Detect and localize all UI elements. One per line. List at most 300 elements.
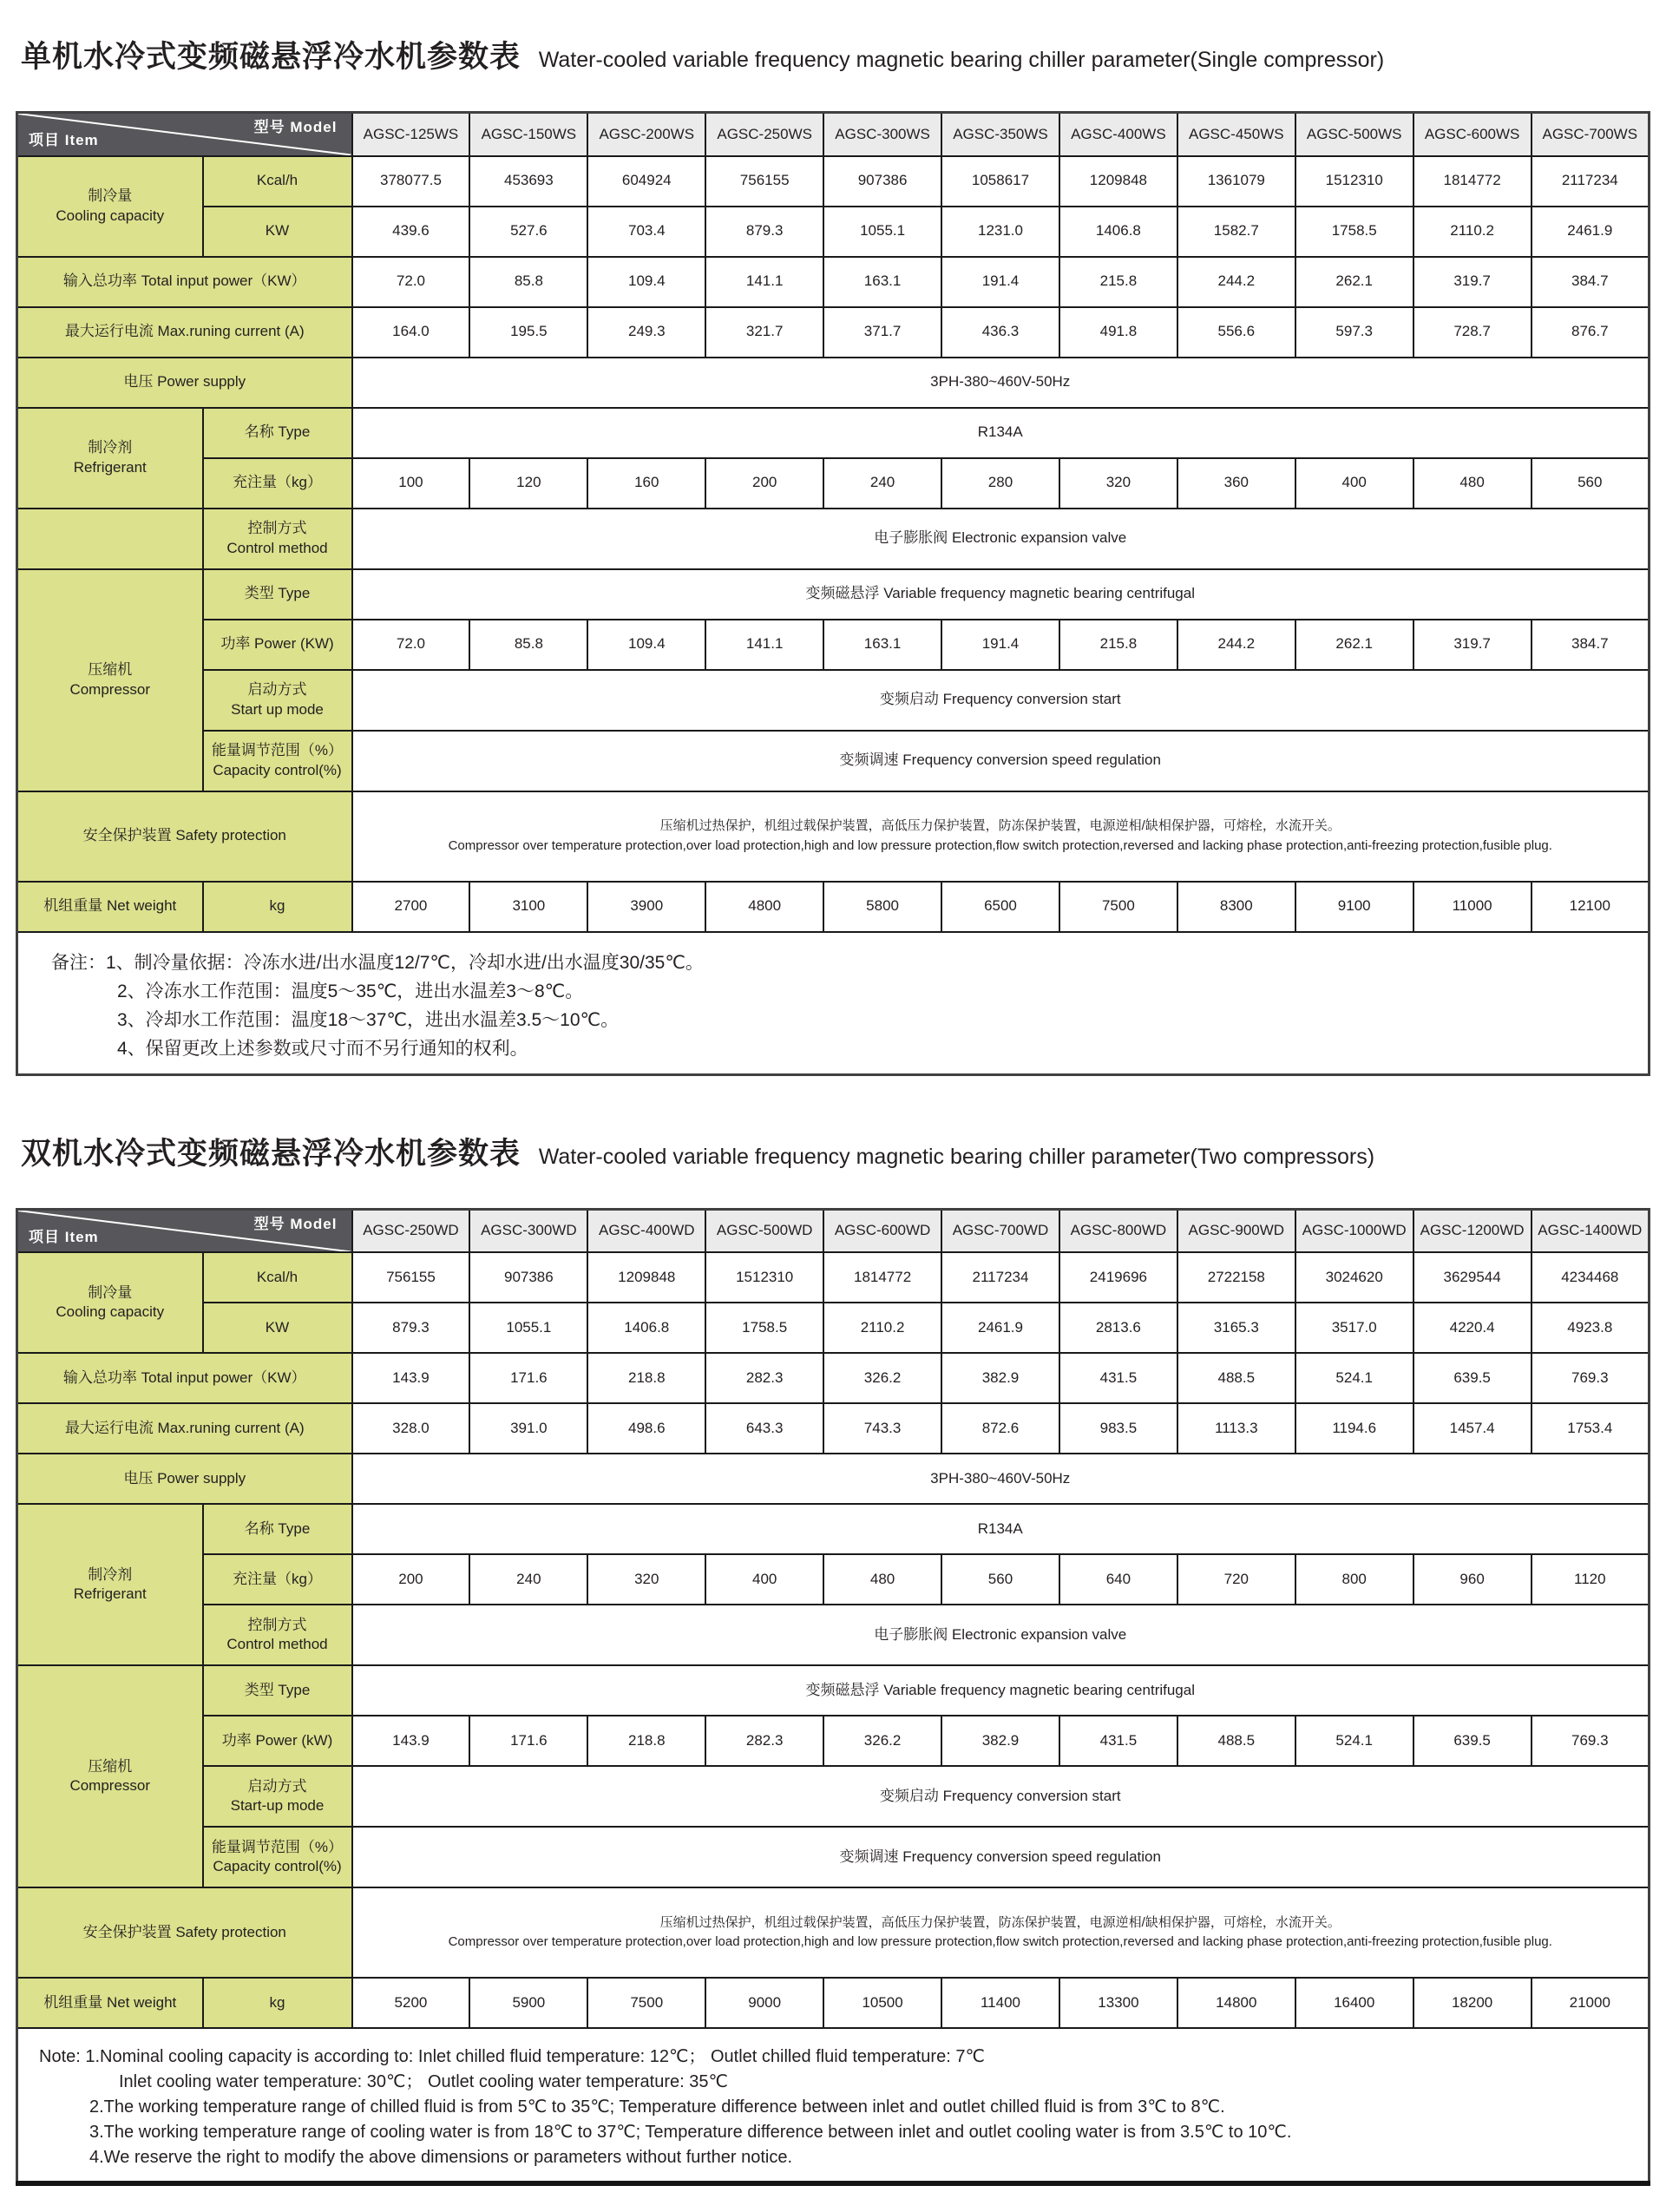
corner-model-label: 型号 Model [253,119,338,135]
data-cell: 527.6 [469,207,587,257]
data-cell: 800 [1295,1554,1413,1605]
cell-text-line: 类型 Type [244,585,311,602]
data-cell: 1406.8 [587,1303,705,1353]
cell-text-line: Refrigerant [73,458,147,476]
cell-text-line: 压缩机 [88,1757,133,1775]
data-cell: 728.7 [1413,307,1532,358]
merged-value-cell [352,731,1650,791]
data-cell: 191.4 [941,620,1059,670]
data-cell: 378077.5 [352,156,470,207]
data-cell: 11400 [941,1978,1059,2028]
cell-text-line: KW [265,1318,290,1336]
model-header-cell: AGSC-300WD [469,1209,587,1252]
page-title-2-zh: 双机水冷式变频磁悬浮冷水机参数表 [21,1136,521,1171]
data-cell: 498.6 [587,1403,705,1454]
model-header-cell: AGSC-1200WD [1413,1209,1532,1252]
two-compressors-table-host [16,1208,1650,2187]
table-row [17,670,1650,731]
row-group-label-cell [17,1504,203,1665]
data-cell: 2722158 [1177,1252,1295,1303]
data-cell: 1055.1 [823,207,941,257]
cell-text-line: Capacity control(%) [213,1858,342,1874]
row-label-empty-cell [17,509,203,569]
data-cell: 1055.1 [469,1303,587,1353]
cell-text-line: Compressor over temperature protection,over load protection,high and low pressure protection,flow switch protection,reversed and lacking phase protection,anti-freezing protection,fusible plug. [448,837,1552,853]
page-title [21,33,1650,76]
cell-text-line: 压缩机 [88,661,133,679]
cell-text-line: 电压 Power supply [123,1469,246,1487]
data-cell: 3024620 [1295,1252,1413,1303]
cell-text-line: kg [269,1993,285,2011]
cell-text-line: 输入总功率 Total input power（KW） [62,1369,306,1386]
table-row [17,509,1650,569]
table-row [17,358,1650,408]
cell-text-line: 变频启动 Frequency conversion start [879,691,1121,708]
data-cell: 215.8 [1059,620,1177,670]
model-header-cell: AGSC-200WS [587,113,705,156]
data-cell: 321.7 [705,307,823,358]
data-cell: 382.9 [941,1353,1059,1403]
data-cell: 524.1 [1295,1353,1413,1403]
cell-text-line: 压缩机过热保护，机组过载保护装置，高低压力保护装置，防冻保护装置，电源逆相/缺相保护器，可熔栓，水流开关。 [659,1914,1341,1930]
data-cell: 2117234 [941,1252,1059,1303]
data-cell: 488.5 [1177,1716,1295,1766]
data-cell: 643.3 [705,1403,823,1454]
data-cell: 371.7 [823,307,941,358]
table-row [17,1665,1650,1716]
header-row [17,1209,1650,1252]
cell-text-line: 启动方式 [247,1777,307,1795]
cell-text-line: Cooling capacity [56,1303,165,1320]
section-single-compressor [16,33,1650,1076]
data-cell: 743.3 [823,1403,941,1454]
notes-row [17,2028,1650,2183]
data-cell: 163.1 [823,620,941,670]
data-cell: 191.4 [941,257,1059,307]
page-title-zh: 单机水冷式变频磁悬浮冷水机参数表 [21,40,521,74]
cell-text-line: 充注量（kg） [233,1570,322,1587]
data-cell: 171.6 [469,1716,587,1766]
cell-text-line: 控制方式 [247,1616,307,1633]
page-title-2-en: Water-cooled variable frequency magnetic bearing chiller parameter(Two compressors) [538,1144,1375,1169]
model-header-cell: AGSC-500WD [705,1209,823,1252]
model-header-cell: AGSC-350WS [941,113,1059,156]
data-cell: 72.0 [352,257,470,307]
data-cell: 1753.4 [1532,1403,1650,1454]
data-cell: 400 [705,1554,823,1605]
data-cell: 163.1 [823,257,941,307]
model-header-cell: AGSC-250WS [705,113,823,156]
table-row [17,1766,1650,1827]
cell-text-line: 安全保护装置 Safety protection [82,827,286,844]
row-group-label-cell [17,1978,203,2028]
data-cell: 195.5 [469,307,587,358]
merged-value-cell [352,1605,1650,1665]
cell-text-line: 控制方式 [247,520,307,537]
table-row [17,569,1650,620]
cell-text-line: 制冷量 [88,187,133,205]
model-header-cell: AGSC-800WD [1059,1209,1177,1252]
row-label-cell [17,791,352,882]
data-cell: 400 [1295,458,1413,509]
data-cell: 907386 [823,156,941,207]
model-header-cell: AGSC-450WS [1177,113,1295,156]
data-cell: 1361079 [1177,156,1295,207]
table-row [17,1554,1650,1605]
data-cell: 240 [823,458,941,509]
data-cell: 876.7 [1532,307,1650,358]
cell-text-line: Compressor [69,680,151,698]
data-cell: 3165.3 [1177,1303,1295,1353]
data-cell: 164.0 [352,307,470,358]
data-cell: 85.8 [469,257,587,307]
model-header-cell: AGSC-500WS [1295,113,1413,156]
model-header-cell: AGSC-1000WD [1295,1209,1413,1252]
data-cell: 218.8 [587,1353,705,1403]
table-row [17,156,1650,207]
data-cell: 4923.8 [1532,1303,1650,1353]
table-body [17,156,1650,1075]
data-cell: 4800 [705,882,823,932]
cell-text-line: 能量调节范围（%） [211,1838,344,1855]
data-cell: 1512310 [705,1252,823,1303]
data-cell: 560 [941,1554,1059,1605]
row-sublabel-cell [203,1605,352,1665]
model-header-cell: AGSC-700WD [941,1209,1059,1252]
cell-text-line: Start up mode [231,700,324,718]
note-line: Note: 1.Nominal cooling capacity is according to: Inlet chilled fluid temperature: 12℃； Outlet chilled fluid temperature: 7℃ [39,2047,985,2066]
cell-text-line: 类型 Type [244,1681,311,1698]
cell-text-line: 能量调节范围（%） [211,742,344,759]
row-group-label-cell [17,1665,203,1887]
data-cell: 2117234 [1532,156,1650,207]
cell-text-line: 功率 Power (kW) [221,1731,333,1749]
row-sublabel-cell [203,207,352,257]
data-cell: 11000 [1413,882,1532,932]
data-cell: 1194.6 [1295,1403,1413,1454]
table-row [17,882,1650,932]
data-cell: 382.9 [941,1716,1059,1766]
data-cell: 720 [1177,1554,1295,1605]
model-header-cell: AGSC-150WS [469,113,587,156]
data-cell: 872.6 [941,1403,1059,1454]
data-cell: 560 [1532,458,1650,509]
row-sublabel-cell [203,1504,352,1554]
table-row [17,458,1650,509]
row-sublabel-cell [203,670,352,731]
data-cell: 907386 [469,1252,587,1303]
data-cell: 879.3 [352,1303,470,1353]
table-header [17,113,1650,156]
corner-model-label: 型号 Model [253,1215,338,1232]
row-label-cell [17,257,352,307]
data-cell: 319.7 [1413,620,1532,670]
data-cell: 384.7 [1532,620,1650,670]
data-cell: 1058617 [941,156,1059,207]
data-cell: 639.5 [1413,1716,1532,1766]
table-row [17,1716,1650,1766]
notes-block [17,932,1650,1075]
cell-text-line: 变频调速 Frequency conversion speed regulation [839,752,1161,769]
data-cell: 604924 [587,156,705,207]
data-cell: 85.8 [469,620,587,670]
data-cell: 4234468 [1532,1252,1650,1303]
data-cell: 215.8 [1059,257,1177,307]
data-cell: 10500 [823,1978,941,2028]
model-header-cell: AGSC-900WD [1177,1209,1295,1252]
row-sublabel-cell [203,458,352,509]
merged-value-cell [352,670,1650,731]
data-cell: 879.3 [705,207,823,257]
row-label-cell [17,1887,352,1978]
row-sublabel-cell [203,156,352,207]
cell-text-line: Kcal/h [256,172,298,189]
table-row [17,620,1650,670]
cell-text-line: 制冷量 [88,1283,133,1301]
cell-text-line: 变频启动 Frequency conversion start [879,1787,1121,1804]
data-cell: 983.5 [1059,1403,1177,1454]
notes-row [17,932,1650,1075]
data-cell: 769.3 [1532,1353,1650,1403]
data-cell: 1512310 [1295,156,1413,207]
merged-value-cell [352,509,1650,569]
row-sublabel-cell [203,1716,352,1766]
data-cell: 3900 [587,882,705,932]
data-cell: 756155 [705,156,823,207]
row-label-cell [17,1403,352,1454]
data-cell: 282.3 [705,1353,823,1403]
merged-value-cell [352,1766,1650,1827]
cell-text-line: 变频磁悬浮 Variable frequency magnetic bearing centrifugal [805,585,1195,602]
table-row [17,1454,1650,1504]
note-line: 4、保留更改上述参数或尺寸而不另行通知的权利。 [117,1038,528,1059]
data-cell: 1113.3 [1177,1403,1295,1454]
data-cell: 3100 [469,882,587,932]
cell-text-line: 功率 Power (KW) [220,635,334,653]
data-cell: 756155 [352,1252,470,1303]
cell-text-line: Kcal/h [256,1268,298,1285]
data-cell: 12100 [1532,882,1650,932]
data-cell: 2700 [352,882,470,932]
cell-text-line: KW [265,222,290,240]
merged-value-cell [352,1887,1650,1978]
row-sublabel-cell [203,731,352,791]
data-cell: 14800 [1177,1978,1295,2028]
cell-text-line: 最大运行电流 Max.runing current (A) [64,323,305,340]
note-line: 备注：1、制冷量依据：冷冻水进/出水温度12/7℃，冷却水进/出水温度30/35℃。 [51,952,704,973]
data-cell: 391.0 [469,1403,587,1454]
data-cell: 2461.9 [1532,207,1650,257]
table-row [17,1978,1650,2028]
data-cell: 109.4 [587,620,705,670]
data-cell: 1231.0 [941,207,1059,257]
data-cell: 480 [823,1554,941,1605]
data-cell: 326.2 [823,1353,941,1403]
table-row [17,1504,1650,1554]
note-line: 3、冷却水工作范围：温度18～37℃，进出水温差3.5～10℃。 [117,1009,620,1030]
data-cell: 328.0 [352,1403,470,1454]
data-cell: 320 [1059,458,1177,509]
page-title-en: Water-cooled variable frequency magnetic bearing chiller parameter(Single compressor) [538,48,1385,72]
data-cell: 1120 [1532,1554,1650,1605]
table-row [17,1303,1650,1353]
data-cell: 360 [1177,458,1295,509]
data-cell: 384.7 [1532,257,1650,307]
model-header-cell: AGSC-1400WD [1532,1209,1650,1252]
data-cell: 524.1 [1295,1716,1413,1766]
data-cell: 1758.5 [705,1303,823,1353]
notes-block [17,2028,1650,2183]
merged-value-cell [352,1504,1650,1554]
data-cell: 200 [352,1554,470,1605]
note-line: 4.We reserve the right to modify the above dimensions or parameters without further notice. [89,2148,793,2167]
data-cell: 3629544 [1413,1252,1532,1303]
table-row [17,408,1650,458]
data-cell: 319.7 [1413,257,1532,307]
note-line: 2、冷冻水工作范围：温度5～35℃，进出水温差3～8℃。 [117,981,584,1001]
row-sublabel-cell [203,1554,352,1605]
page-title-2 [21,1130,1650,1173]
row-sublabel-cell [203,1978,352,2028]
table-row [17,1403,1650,1454]
row-group-label-cell [17,569,203,791]
data-cell: 72.0 [352,620,470,670]
table-row [17,207,1650,257]
data-cell: 1814772 [823,1252,941,1303]
data-cell: 488.5 [1177,1353,1295,1403]
data-cell: 16400 [1295,1978,1413,2028]
merged-value-cell [352,408,1650,458]
data-cell: 5900 [469,1978,587,2028]
data-cell: 262.1 [1295,620,1413,670]
data-cell: 1406.8 [1059,207,1177,257]
row-sublabel-cell [203,408,352,458]
table-row [17,1887,1650,1978]
spec-table [16,1208,1650,2187]
cell-text-line: 最大运行电流 Max.runing current (A) [64,1419,305,1436]
merged-value-cell [352,1827,1650,1887]
data-cell: 431.5 [1059,1716,1177,1766]
cell-text-line: 压缩机过热保护，机组过载保护装置，高低压力保护装置，防冻保护装置，电源逆相/缺相保护器，可熔栓，水流开关。 [659,818,1341,833]
data-cell: 1582.7 [1177,207,1295,257]
data-cell: 2110.2 [1413,207,1532,257]
data-cell: 491.8 [1059,307,1177,358]
data-cell: 5800 [823,882,941,932]
data-cell: 7500 [1059,882,1177,932]
table-row [17,307,1650,358]
cell-text-line: Capacity control(%) [213,761,342,778]
note-line: 2.The working temperature range of chilled fluid is from 5℃ to 35℃; Temperature difference between inlet and outlet chilled fluid is from 3℃ to 8℃. [89,2097,1225,2117]
cell-text-line: 电子膨胀阀 Electronic expansion valve [874,529,1127,547]
data-cell: 436.3 [941,307,1059,358]
row-group-label-cell [17,882,203,932]
cell-text-line: Cooling capacity [56,207,165,224]
row-sublabel-cell [203,1827,352,1887]
data-cell: 143.9 [352,1353,470,1403]
cell-text-line: 电压 Power supply [123,373,246,391]
row-group-label-cell [17,156,203,257]
data-cell: 3517.0 [1295,1303,1413,1353]
cell-text-line: 机组重量 Net weight [43,1993,177,2011]
model-header-cell: AGSC-700WS [1532,113,1650,156]
data-cell: 282.3 [705,1716,823,1766]
cell-text-line: 输入总功率 Total input power（KW） [62,272,306,290]
table-header [17,1209,1650,1252]
row-sublabel-cell [203,1766,352,1827]
data-cell: 249.3 [587,307,705,358]
table-body [17,1252,1650,2183]
data-cell: 1209848 [587,1252,705,1303]
data-cell: 1209848 [1059,156,1177,207]
data-cell: 244.2 [1177,620,1295,670]
data-cell: 141.1 [705,620,823,670]
cell-text-line: 名称 Type [244,1520,311,1537]
cell-text-line: Compressor [69,1777,151,1794]
cell-text-line: R134A [977,1520,1023,1537]
data-cell: 280 [941,458,1059,509]
note-line: Inlet cooling water temperature: 30℃； Outlet cooling water temperature: 35℃ [119,2072,728,2091]
cell-text-line: 充注量（kg） [233,474,322,491]
table-row [17,1605,1650,1665]
data-cell: 326.2 [823,1716,941,1766]
row-label-cell [17,358,352,408]
cell-text-line: 制冷剂 [88,1565,133,1583]
model-header-cell: AGSC-300WS [823,113,941,156]
data-cell: 160 [587,458,705,509]
data-cell: 7500 [587,1978,705,2028]
row-sublabel-cell [203,882,352,932]
table-row [17,1252,1650,1303]
data-cell: 4220.4 [1413,1303,1532,1353]
row-sublabel-cell [203,1303,352,1353]
data-cell: 21000 [1532,1978,1650,2028]
cell-text-line: 3PH-380~460V-50Hz [930,1469,1071,1487]
data-cell: 9100 [1295,882,1413,932]
data-cell: 262.1 [1295,257,1413,307]
cell-text-line: Control method [226,1636,328,1652]
cell-text-line: 安全保护装置 Safety protection [82,1923,286,1940]
model-header-cell: AGSC-600WS [1413,113,1532,156]
data-cell: 100 [352,458,470,509]
data-cell: 1814772 [1413,156,1532,207]
data-cell: 2461.9 [941,1303,1059,1353]
data-cell: 1758.5 [1295,207,1413,257]
corner-item-label: 项目 Item [29,1228,99,1245]
merged-value-cell [352,569,1650,620]
cell-text-line: 制冷剂 [88,439,133,456]
cell-text-line: 3PH-380~460V-50Hz [930,373,1071,391]
merged-value-cell [352,1665,1650,1716]
model-header-cell: AGSC-400WD [587,1209,705,1252]
table-row [17,1827,1650,1887]
table-row [17,791,1650,882]
table-row [17,1353,1650,1403]
row-label-cell [17,1454,352,1504]
data-cell: 453693 [469,156,587,207]
data-cell: 5200 [352,1978,470,2028]
note-line: 3.The working temperature range of cooling water is from 18℃ to 37℃; Temperature difference between inlet and outlet cooling water is from 3.5℃ to 10℃. [89,2123,1292,2142]
data-cell: 1457.4 [1413,1403,1532,1454]
merged-value-cell [352,358,1650,408]
data-cell: 431.5 [1059,1353,1177,1403]
cell-text-line: 变频磁悬浮 Variable frequency magnetic bearing centrifugal [805,1681,1195,1698]
cell-text-line: R134A [977,423,1023,441]
section-two-compressors [16,1130,1650,2187]
data-cell: 320 [587,1554,705,1605]
data-cell: 218.8 [587,1716,705,1766]
row-label-cell [17,307,352,358]
data-cell: 120 [469,458,587,509]
